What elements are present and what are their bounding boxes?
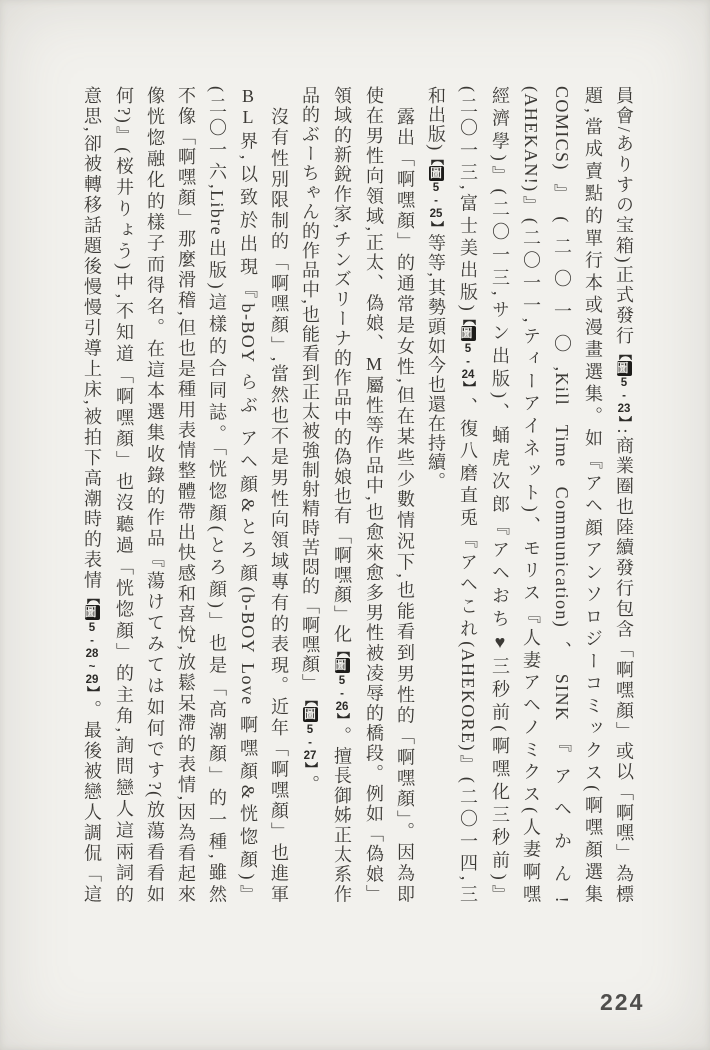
figure-icon: 圖 bbox=[429, 165, 442, 180]
text-column: 和出版)【圖5-25】等等,其勢頭如今也還在持續。 bbox=[420, 86, 452, 904]
figure-icon: 圖 bbox=[461, 326, 476, 341]
text-column: 露出「啊嘿顏」的通常是女性,但在某些少數情況下,也能看到男性的「啊嘿顏」。因為即 bbox=[395, 107, 415, 904]
text-column: 沒有性別限制的「啊嘿顏」,當然也不是男性向領域專有的表現。近年「啊嘿顏」也進軍 bbox=[269, 107, 289, 904]
figure-ref: 【圖5-28~29】 bbox=[84, 591, 100, 700]
text-column: 領域的新銳作家,チンズリーナ的作品中的偽娘也有「啊嘿顏」化【圖5-26】。擅長御姊正太系作 bbox=[326, 86, 358, 904]
text-column: COMICS)』(二〇一〇,Kill Time Communication)、SINK『アヘかん! bbox=[552, 86, 572, 904]
text-column: 品的ぶーちゃん的作品中,也能看到正太被強制射精時苦悶的「啊嘿顏」【圖5-27】。 bbox=[294, 86, 326, 904]
figure-icon: 圖 bbox=[303, 707, 316, 722]
text-block bbox=[82, 86, 640, 904]
text-column: 何?)』(桜井りょう)中,不知道「啊嘿顏」也沒聽過「恍惚顏」的主角,詢問戀人這兩詞的 bbox=[114, 86, 134, 904]
figure-ref: 【圖5-23】 bbox=[616, 346, 632, 429]
figure-icon: 圖 bbox=[617, 361, 632, 376]
text-column: (AHEKAN!)』(二〇一一,ティーアイネット)、モリス『人妻アヘノミクス(人妻啊嘿 bbox=[521, 86, 541, 904]
text-column: (二〇一六,Libre出版)這樣的合同誌。「恍惚顏(とろ顔)」也是「高潮顏」的一種,雖然 bbox=[207, 86, 227, 904]
figure-icon: 圖 bbox=[85, 605, 100, 620]
figure-ref: 【圖5-26】 bbox=[334, 644, 350, 727]
text-column: 不像「啊嘿顏」那麼滑稽,但也是種用表情整體帶出快感和喜悅,放鬆呆滯的表情,因為看起來 bbox=[176, 86, 196, 904]
text-column: (二〇一三,富士美出版)【圖5-24】、復八磨直兎『アヘこれ(AHEKORE)』(二〇一四,三 bbox=[452, 86, 484, 904]
figure-icon: 圖 bbox=[335, 658, 350, 673]
upright-latin: M bbox=[364, 353, 384, 375]
text-column: 題,當成賣點的單行本或漫畫選集。如『アヘ顔アンソロジーコミックス(啊嘿顏選集 bbox=[583, 86, 603, 904]
text-column: 意思,卻被轉移話題後慢慢引導上床,被拍下高潮時的表情【圖5-28~29】。最後被戀人調侃「這 bbox=[76, 86, 108, 904]
figure-ref: 【圖5-25】 bbox=[429, 151, 444, 234]
text-column: 使在男性向領域,正太、偽娘、M屬性等作品中,也愈來愈多男性被凌辱的橋段。例如「偽娘」 bbox=[364, 86, 384, 904]
text-column: 經濟學)』(二〇一三,サン出版)、蛹虎次郎『アヘおち♥三秒前(啊嘿化三秒前)』 bbox=[490, 86, 510, 904]
page-number: 224 bbox=[600, 989, 645, 1015]
upright-latin: BL bbox=[238, 86, 258, 128]
text-column: 員會/ありすの宝箱)正式發行【圖5-23】:商業圈也陸續發行包含「啊嘿顏」或以「啊嘿」為標 bbox=[608, 86, 640, 904]
figure-ref: 【圖5-27】 bbox=[303, 693, 318, 776]
figure-ref: 【圖5-24】 bbox=[460, 312, 476, 395]
text-column: BL界,以致於出現『b-BOY らぶ アヘ顔&とろ顔(b-BOY Love 啊嘿顏&恍惚顏)』 bbox=[238, 86, 258, 904]
text-column: 像恍惚融化的樣子而得名。在這本選集收錄的作品『蕩けてみては如何です?(放蕩看看如 bbox=[145, 86, 165, 904]
